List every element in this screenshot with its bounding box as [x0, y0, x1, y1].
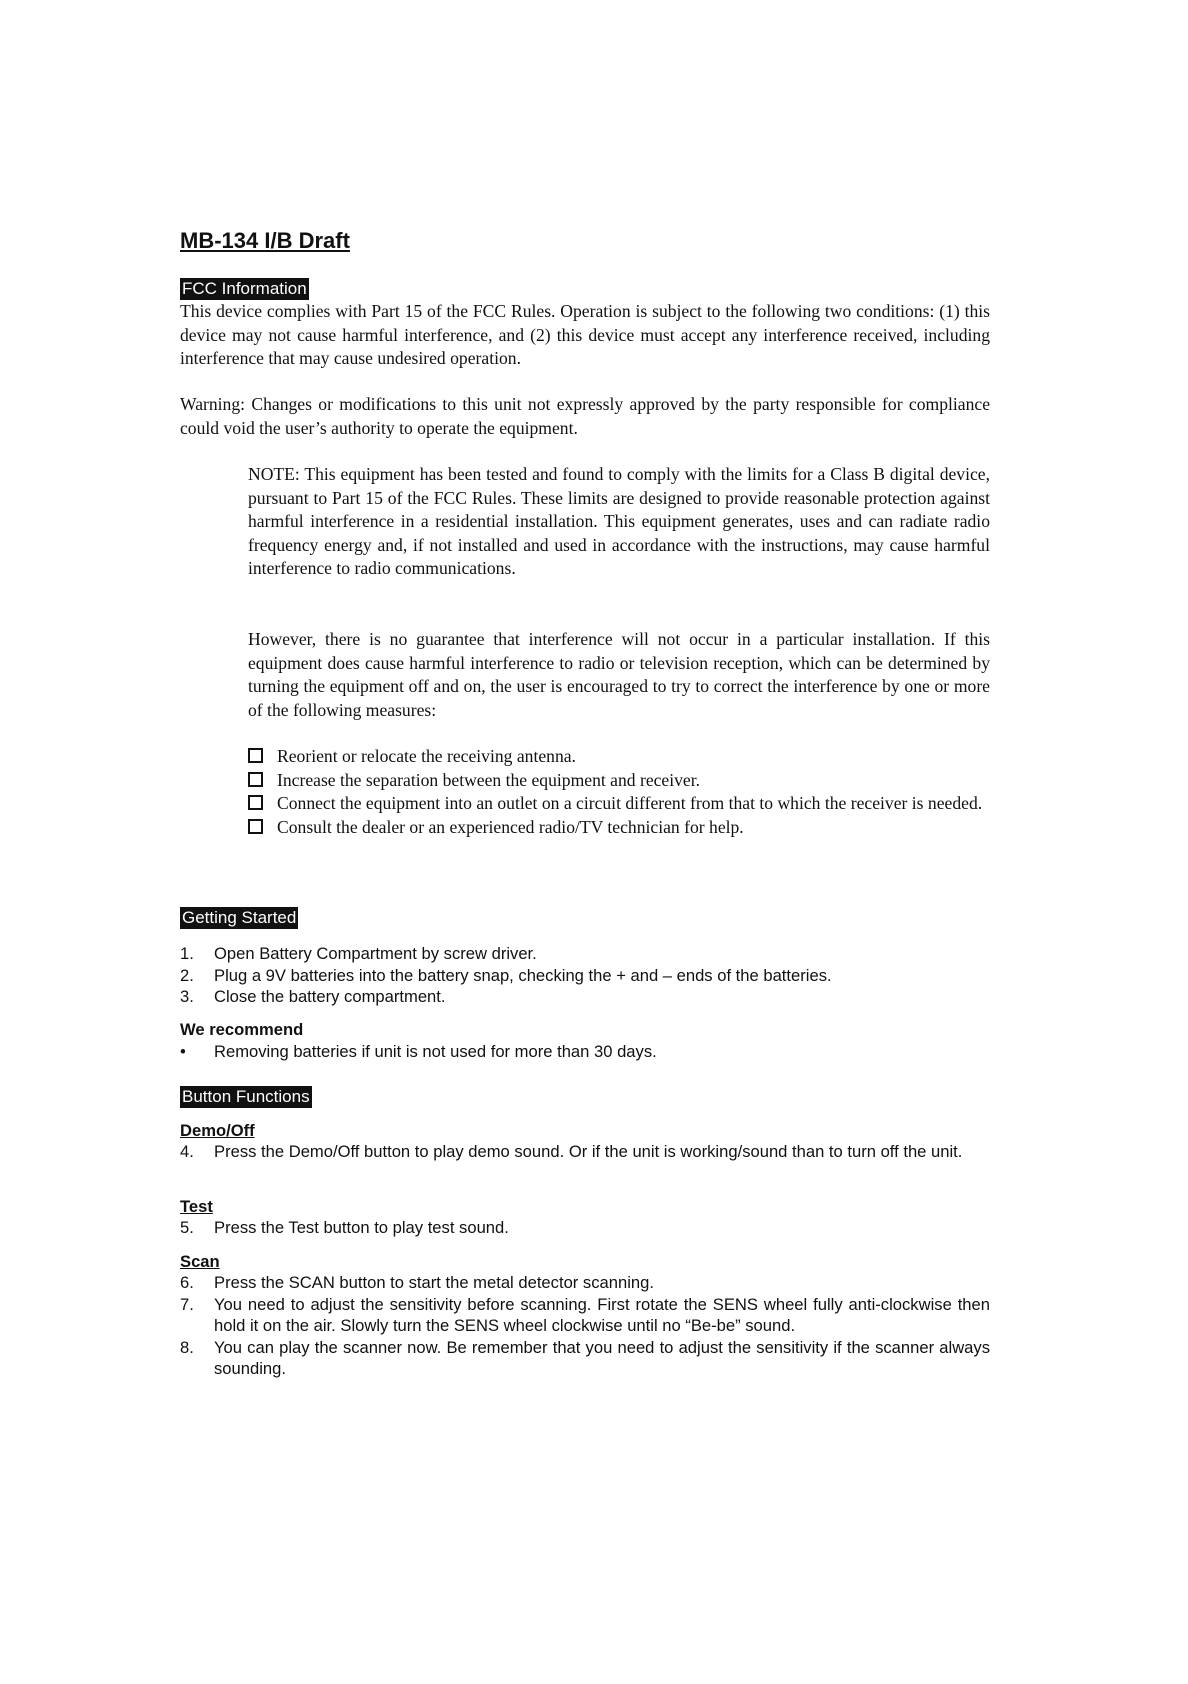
list-item	[248, 769, 990, 793]
fcc-compliance-paragraph: This device complies with Part 15 of the FCC Rules. Operation is subject to the following two conditions: (1) this device may not cause harmful interference, and (2) this device must accept any interference received, including interference that may cause undesired operation.	[180, 301, 990, 368]
interference-measures-list	[248, 745, 990, 839]
step-text: Plug a 9V batteries into the battery snap, checking the + and – ends of the batteries.	[214, 965, 832, 985]
checkbox-square-icon	[248, 748, 263, 763]
step-text: Close the battery compartment.	[214, 987, 446, 1006]
step-text: Press the SCAN button to start the metal detector scanning.	[214, 1273, 654, 1292]
fcc-however-paragraph: However, there is no guarantee that interference will not occur in a particular installation. If this equipment does cause harmful interference to radio or television reception, which can be determined by turning the equipment off and on, the user is encouraged to try to correct the interference by one or more of the following measures:	[248, 629, 990, 720]
step-number: 6.	[180, 1273, 194, 1292]
test-heading: Test	[180, 1197, 213, 1216]
list-item	[180, 1337, 990, 1380]
section-heading-button-functions: Button Functions	[182, 1087, 310, 1106]
fcc-note-paragraph: NOTE: This equipment has been tested and found to comply with the limits for a Class B digital device, pursuant to Part 15 of the FCC Rules. These limits are designed to provide reasonable protection against harmful interference in a residential installation. This equipment generates, uses and can radiate radio frequency energy and, if not installed and used in accordance with the instructions, may cause harmful interference to radio communications.	[248, 464, 990, 578]
step-number: 8.	[180, 1337, 194, 1357]
step-text: You need to adjust the sensitivity before scanning. First rotate the SENS wheel fully anti-clockwise then hold it on the air. Slowly turn the SENS wheel clockwise until no “Be-be” sound.	[214, 1294, 990, 1335]
list-item	[180, 1141, 990, 1163]
step-text: Press the Demo/Off button to play demo sound. Or if the unit is working/sound than to turn off the unit.	[214, 1142, 963, 1161]
test-steps	[180, 1217, 990, 1239]
demo-off-heading: Demo/Off	[180, 1121, 255, 1140]
bullet-icon: •	[180, 1042, 186, 1061]
list-item	[180, 1294, 990, 1337]
recommend-text: Removing batteries if unit is not used for more than 30 days.	[214, 1042, 657, 1061]
step-number: 1.	[180, 944, 194, 963]
step-text: Open Battery Compartment by screw driver.	[214, 944, 537, 963]
step-number: 7.	[180, 1294, 194, 1314]
list-item	[248, 792, 990, 816]
measure-text: Increase the separation between the equipment and receiver.	[277, 769, 701, 790]
measure-text: Consult the dealer or an experienced radio/TV technician for help.	[277, 816, 744, 837]
list-item	[180, 1217, 990, 1239]
list-item	[180, 986, 990, 1008]
list-item	[248, 816, 990, 840]
list-item	[180, 965, 990, 987]
section-heading-fcc-information: FCC Information	[182, 279, 307, 298]
list-item	[180, 1041, 990, 1063]
scan-heading: Scan	[180, 1252, 220, 1271]
list-item	[180, 943, 990, 965]
measure-text: Connect the equipment into an outlet on a circuit different from that to which the receiver is needed.	[277, 793, 983, 813]
step-number: 4.	[180, 1142, 194, 1161]
list-item	[180, 1272, 990, 1294]
getting-started-steps	[180, 943, 990, 1008]
step-text: You can play the scanner now. Be remember that you need to adjust the sensitivity if the scanner always sounding.	[214, 1337, 990, 1378]
recommend-list	[180, 1041, 990, 1063]
checkbox-square-icon	[248, 772, 263, 787]
we-recommend-heading: We recommend	[180, 1020, 304, 1039]
list-item	[248, 745, 990, 769]
step-number: 3.	[180, 987, 194, 1006]
step-text: Press the Test button to play test sound.	[214, 1218, 509, 1237]
demo-off-steps	[180, 1141, 990, 1163]
document-title: MB-134 I/B Draft	[180, 228, 350, 253]
checkbox-square-icon	[248, 819, 263, 834]
section-heading-getting-started: Getting Started	[182, 908, 297, 927]
fcc-warning-paragraph: Warning: Changes or modifications to this unit not expressly approved by the party responsible for compliance could void the user’s authority to operate the equipment.	[180, 394, 990, 438]
step-number: 2.	[180, 965, 194, 985]
measure-text: Reorient or relocate the receiving antenna.	[277, 746, 576, 766]
scan-steps	[180, 1272, 990, 1380]
checkbox-square-icon	[248, 795, 263, 810]
step-number: 5.	[180, 1218, 194, 1237]
